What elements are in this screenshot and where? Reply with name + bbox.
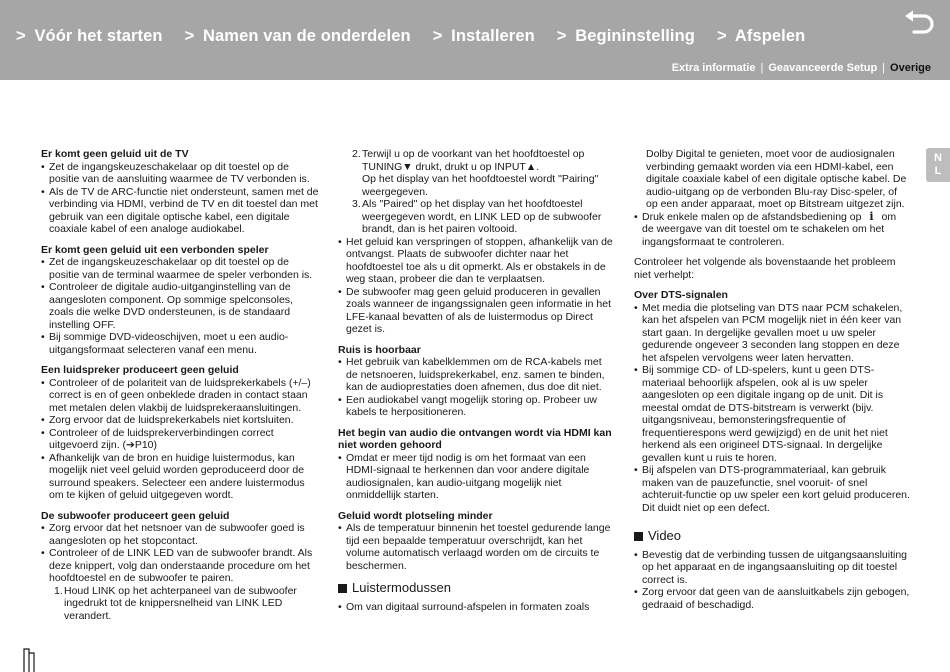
- numbered-step: 1. Houd LINK op het achterpaneel van de subwoofer ingedrukt tot de knippersnelheid van LINK LED verandert.: [54, 584, 297, 622]
- list-item: • Om van digitaal surround-afspelen in formaten zoals: [338, 601, 614, 614]
- column-2: [338, 148, 614, 613]
- list-item: • Bij sommige CD- of LD-spelers, kunt u geen DTS-materiaal behoorlijk afspelen, ook al is uw speler aangesloten op een digitale ingang op de unit. Dit is meestal omdat de DTS-bitstream is verwerkt (bijv. uitgangsniveau, bemonsteringsfrequentie of frequentierespons werd gewijzigd) en de unit het niet herkend als een origineel DTS-signaal. In dergelijke gevallen kunt u ruis te horen.: [634, 364, 910, 464]
- major-heading: Video: [634, 530, 910, 543]
- sub-nav-extra-informatie[interactable]: Extra informatie: [671, 62, 756, 74]
- list-item: • Omdat er meer tijd nodig is om het formaat van een HDMI-signaal te herkennen dan voor andere digitale audiosignalen, kan audio-uitgang mogelijk niet onmiddellijk starten.: [338, 452, 614, 502]
- sub-nav-overige[interactable]: Overige: [890, 62, 931, 74]
- section-heading: Er komt geen geluid uit de TV: [41, 148, 189, 160]
- list-item: • Met media die plotseling van DTS naar PCM schakelen, kan het afspelen van PCM mogelijk niet in één keer van start gaan. In dergelijke gevallen moet u uw speler gedurende ongeveer 3 seconden lang stoppen en deze het afspelen vervolgens weer laten hervatten.: [634, 302, 910, 365]
- nav-link-namen-onderdelen[interactable]: > Namen van de onderdelen: [184, 27, 411, 45]
- section-heading: Er komt geen geluid uit een verbonden speler: [41, 243, 269, 256]
- nav-link-voor-het-starten[interactable]: > Vóór het starten: [16, 27, 163, 45]
- list-item: • Bij afspelen van DTS-programmateriaal, kan gebruik maken van de pauzefunctie, snel vooruit- of snel achteruit-functie op uw speler een kort geluid produceren. Dit duidt niet op een defect.: [634, 464, 910, 514]
- list-item: • Bij sommige DVD-videoschijven, moet u een audio-uitgangsformaat selecteren vanaf een menu.: [41, 331, 319, 356]
- major-heading: Luistermodussen: [338, 582, 614, 595]
- page-marker-icon: [22, 645, 36, 672]
- list-item: • Als de temperatuur binnenin het toestel gedurende lange tijd een bepaalde temperatuur overschrijdt, kan het volume automatisch verlaagd worden om de circuits te beschermen.: [338, 522, 614, 572]
- step-note: Op het display van het hoofdtoestel wordt "Pairing" weergegeven.: [362, 173, 599, 198]
- main-nav: [16, 27, 827, 46]
- nav-link-installeren[interactable]: > Installeren: [432, 27, 535, 45]
- column-3: [634, 148, 910, 611]
- list-item: • Controleer of de LINK LED van de subwoofer brandt. Als deze knippert, volg dan onderstaande procedure om het hoofdtoestel en de subwoofer te pairen.: [41, 547, 319, 585]
- info-button-icon: i: [869, 209, 874, 223]
- list-item: • Controleer of de polariteit van de luidsprekerkabels (+/–) correct is en of geen onbeklede draden in contact staan met metalen delen vlakbij de luidsprekeraansluitingen.: [41, 377, 319, 415]
- section-heading: Geluid wordt plotseling minder: [338, 509, 493, 522]
- section-heading: Ruis is hoorbaar: [338, 343, 421, 356]
- language-tab: N L: [926, 148, 950, 182]
- list-item: • Het geluid kan verspringen of stoppen, afhankelijk van de ontvangst. Plaats de subwoofer dichter naar het hoofdtoestel toe als u dit opmerkt. Als er obstakels in de weg staan, probeer die dan te verplaatsen.: [338, 236, 614, 286]
- paragraph: Controleer het volgende als bovenstaande het probleem niet verhelpt:: [634, 256, 896, 281]
- list-item: • Afhankelijk van de bron en huidige luistermodus, kan mogelijk niet veel geluid worden geproduceerd door de surround speakers. Selecteer een andere luistermodus om te kijken of geluid uitgegeven wordt.: [41, 452, 319, 502]
- paragraph: Dolby Digital te genieten, moet voor de audiosignalen verbinding gemaakt worden via een HDMI-kabel, een digitale coaxiale kabel of een digitale optische kabel. De audio-uitgang op de verbonden Blu-ray Disc-speler, of op een ander apparaat, moet op Bitstream uitgezet zijn.: [646, 148, 907, 210]
- section-heading: Een luidspreker produceert geen geluid: [41, 364, 239, 376]
- list-item: • Zorg ervoor dat het netsnoer van de subwoofer goed is aangesloten op het stopcontact.: [41, 522, 319, 547]
- list-item: • Als de TV de ARC-functie niet ondersteunt, samen met de verbinding via HDMI, verbind de TV en dit toestel dan met gebruik van een digitale optische kabel, een digitale coaxiale kabel of een analoge audiokabel.: [41, 186, 319, 236]
- square-bullet-icon: [338, 584, 347, 593]
- list-item: • Controleer de digitale audio-uitganginstelling van de aangesloten component. Op sommige spelconsoles, zoals die welke DVD ondersteunen, is de standaard instelling OFF.: [41, 281, 319, 331]
- list-item: • Bevestig dat de verbinding tussen de uitgangsaansluiting op het apparaat en de ingangsaansluiting op dit toestel correct is.: [634, 549, 910, 587]
- list-item: • Druk enkele malen op de afstandsbediening op i om de weergave van dit toestel om te schakelen om het ingangsformaat te controleren.: [634, 211, 910, 249]
- nav-link-afspelen[interactable]: > Afspelen: [716, 27, 806, 45]
- list-item: • Een audiokabel vangt mogelijk storing op. Probeer uw kabels te herpositioneren.: [338, 394, 614, 419]
- section-heading: Het begin van audio die ontvangen wordt via HDMI kan niet worden gehoord: [338, 426, 612, 451]
- list-item: • Het gebruik van kabelklemmen om de RCA-kabels met de netsnoeren, luidsprekerkabel, enz. samen te binden, kan de audioprestaties doen afnemen, dus doe dit niet.: [338, 356, 614, 394]
- numbered-step: 2. Terwijl u op de voorkant van het hoofdtoestel op TUNING▼ drukt, drukt u op INPUT▲.: [352, 148, 585, 173]
- sub-nav-geavanceerde-setup[interactable]: Geavanceerde Setup: [768, 62, 878, 74]
- square-bullet-icon: [634, 532, 643, 541]
- section-heading: Over DTS-signalen: [634, 289, 728, 301]
- list-item: • Zet de ingangskeuzeschakelaar op dit toestel op de positie van de terminal waarmee de speler verbonden is.: [41, 256, 319, 281]
- nav-link-begininstelling[interactable]: > Begininstelling: [556, 27, 695, 45]
- list-item: • Zorg ervoor dat geen van de aansluitkabels zijn gebogen, gedraaid of beschadigd.: [634, 586, 910, 611]
- back-arrow-icon[interactable]: [902, 10, 936, 38]
- section-heading: De subwoofer produceert geen geluid: [41, 509, 230, 522]
- list-item: • Zorg ervoor dat de luidsprekerkabels niet kortsluiten.: [41, 414, 319, 427]
- list-item: • De subwoofer mag geen geluid produceren in gevallen zoals wanneer de ingangssignalen geen informatie in het LFE-kanaal bevatten of als de luistermodus op Direct gezet is.: [338, 286, 614, 336]
- numbered-step: 3. Als "Paired" op het display van het hoofdtoestel weergegeven wordt, en LINK LED op de subwoofer brandt, dan is het pairen voltooid.: [352, 198, 602, 235]
- sub-nav: Extra informatie | Geavanceerde Setup | Overige: [671, 62, 931, 74]
- list-item: • Controleer of de luidsprekerverbindingen correct uitgevoerd zijn. (➔P10): [41, 427, 319, 452]
- header-bar: [0, 0, 950, 80]
- list-item: • Zet de ingangskeuzeschakelaar op dit toestel op de positie van de aansluiting waarmee de TV verbonden is.: [41, 161, 319, 186]
- column-1: [41, 148, 319, 622]
